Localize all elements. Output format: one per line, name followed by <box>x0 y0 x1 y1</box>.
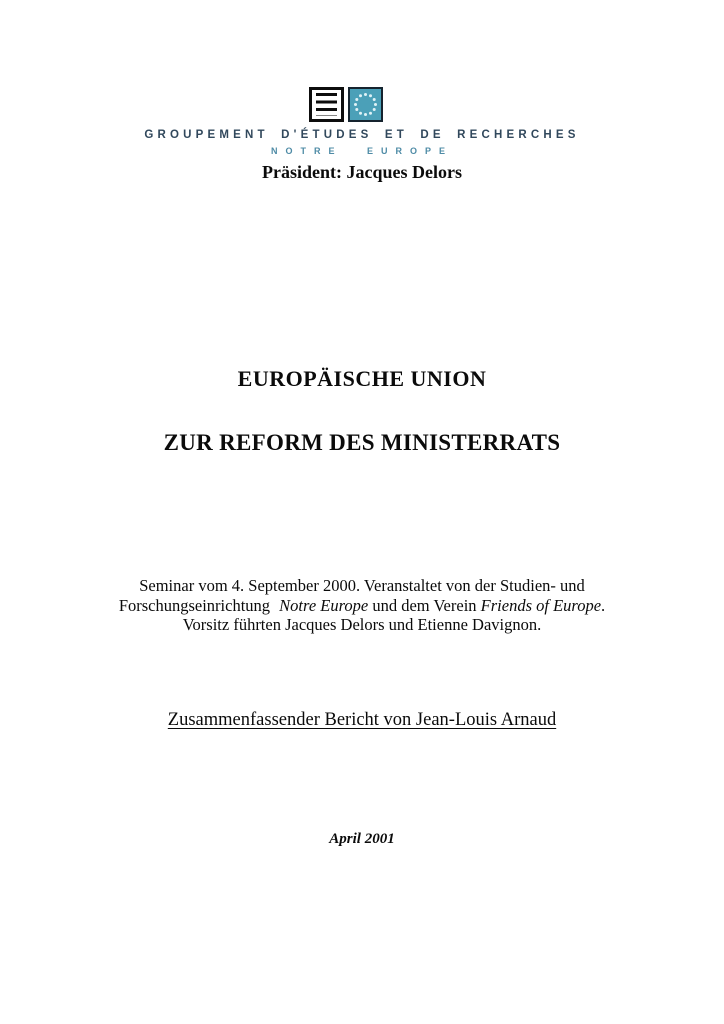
title-line-2: ZUR REFORM DES MINISTERRATS <box>163 430 561 455</box>
seminar-line-1 <box>0 576 724 596</box>
president-line: Präsident: Jacques Delors <box>262 162 462 182</box>
seminar-text: und dem Verein <box>368 595 481 615</box>
notre-europe-logo <box>309 87 383 122</box>
document-lines-icon <box>309 87 344 122</box>
seminar-paragraph <box>0 576 724 635</box>
seminar-text: Vorsitz führten Jacques Delors und Etienne Davignon. <box>182 615 542 634</box>
seminar-text: . <box>601 595 606 615</box>
title-line-1: EUROPÄISCHE UNION <box>237 366 487 391</box>
seminar-text: Seminar vom 4. September 2000. Veranstaltet von der Studien- und <box>139 576 585 595</box>
seminar-line-3 <box>0 615 724 635</box>
date-line: April 2001 <box>329 831 395 847</box>
eu-stars-icon <box>348 87 383 122</box>
seminar-text: Forschungseinrichtung <box>118 595 275 615</box>
seminar-italic-notre-europe: Notre Europe <box>279 595 369 615</box>
org-subtitle: NOTRE EUROPE <box>270 146 453 156</box>
document-lines-bars <box>316 93 337 116</box>
report-byline: Zusammenfassender Bericht von Jean-Louis Arnaud <box>167 710 557 730</box>
org-name: GROUPEMENT D'ÉTUDES ET DE RECHERCHES <box>144 129 580 141</box>
seminar-line-2 <box>0 596 724 616</box>
seminar-italic-friends-of-europe: Friends of Europe <box>480 595 602 615</box>
